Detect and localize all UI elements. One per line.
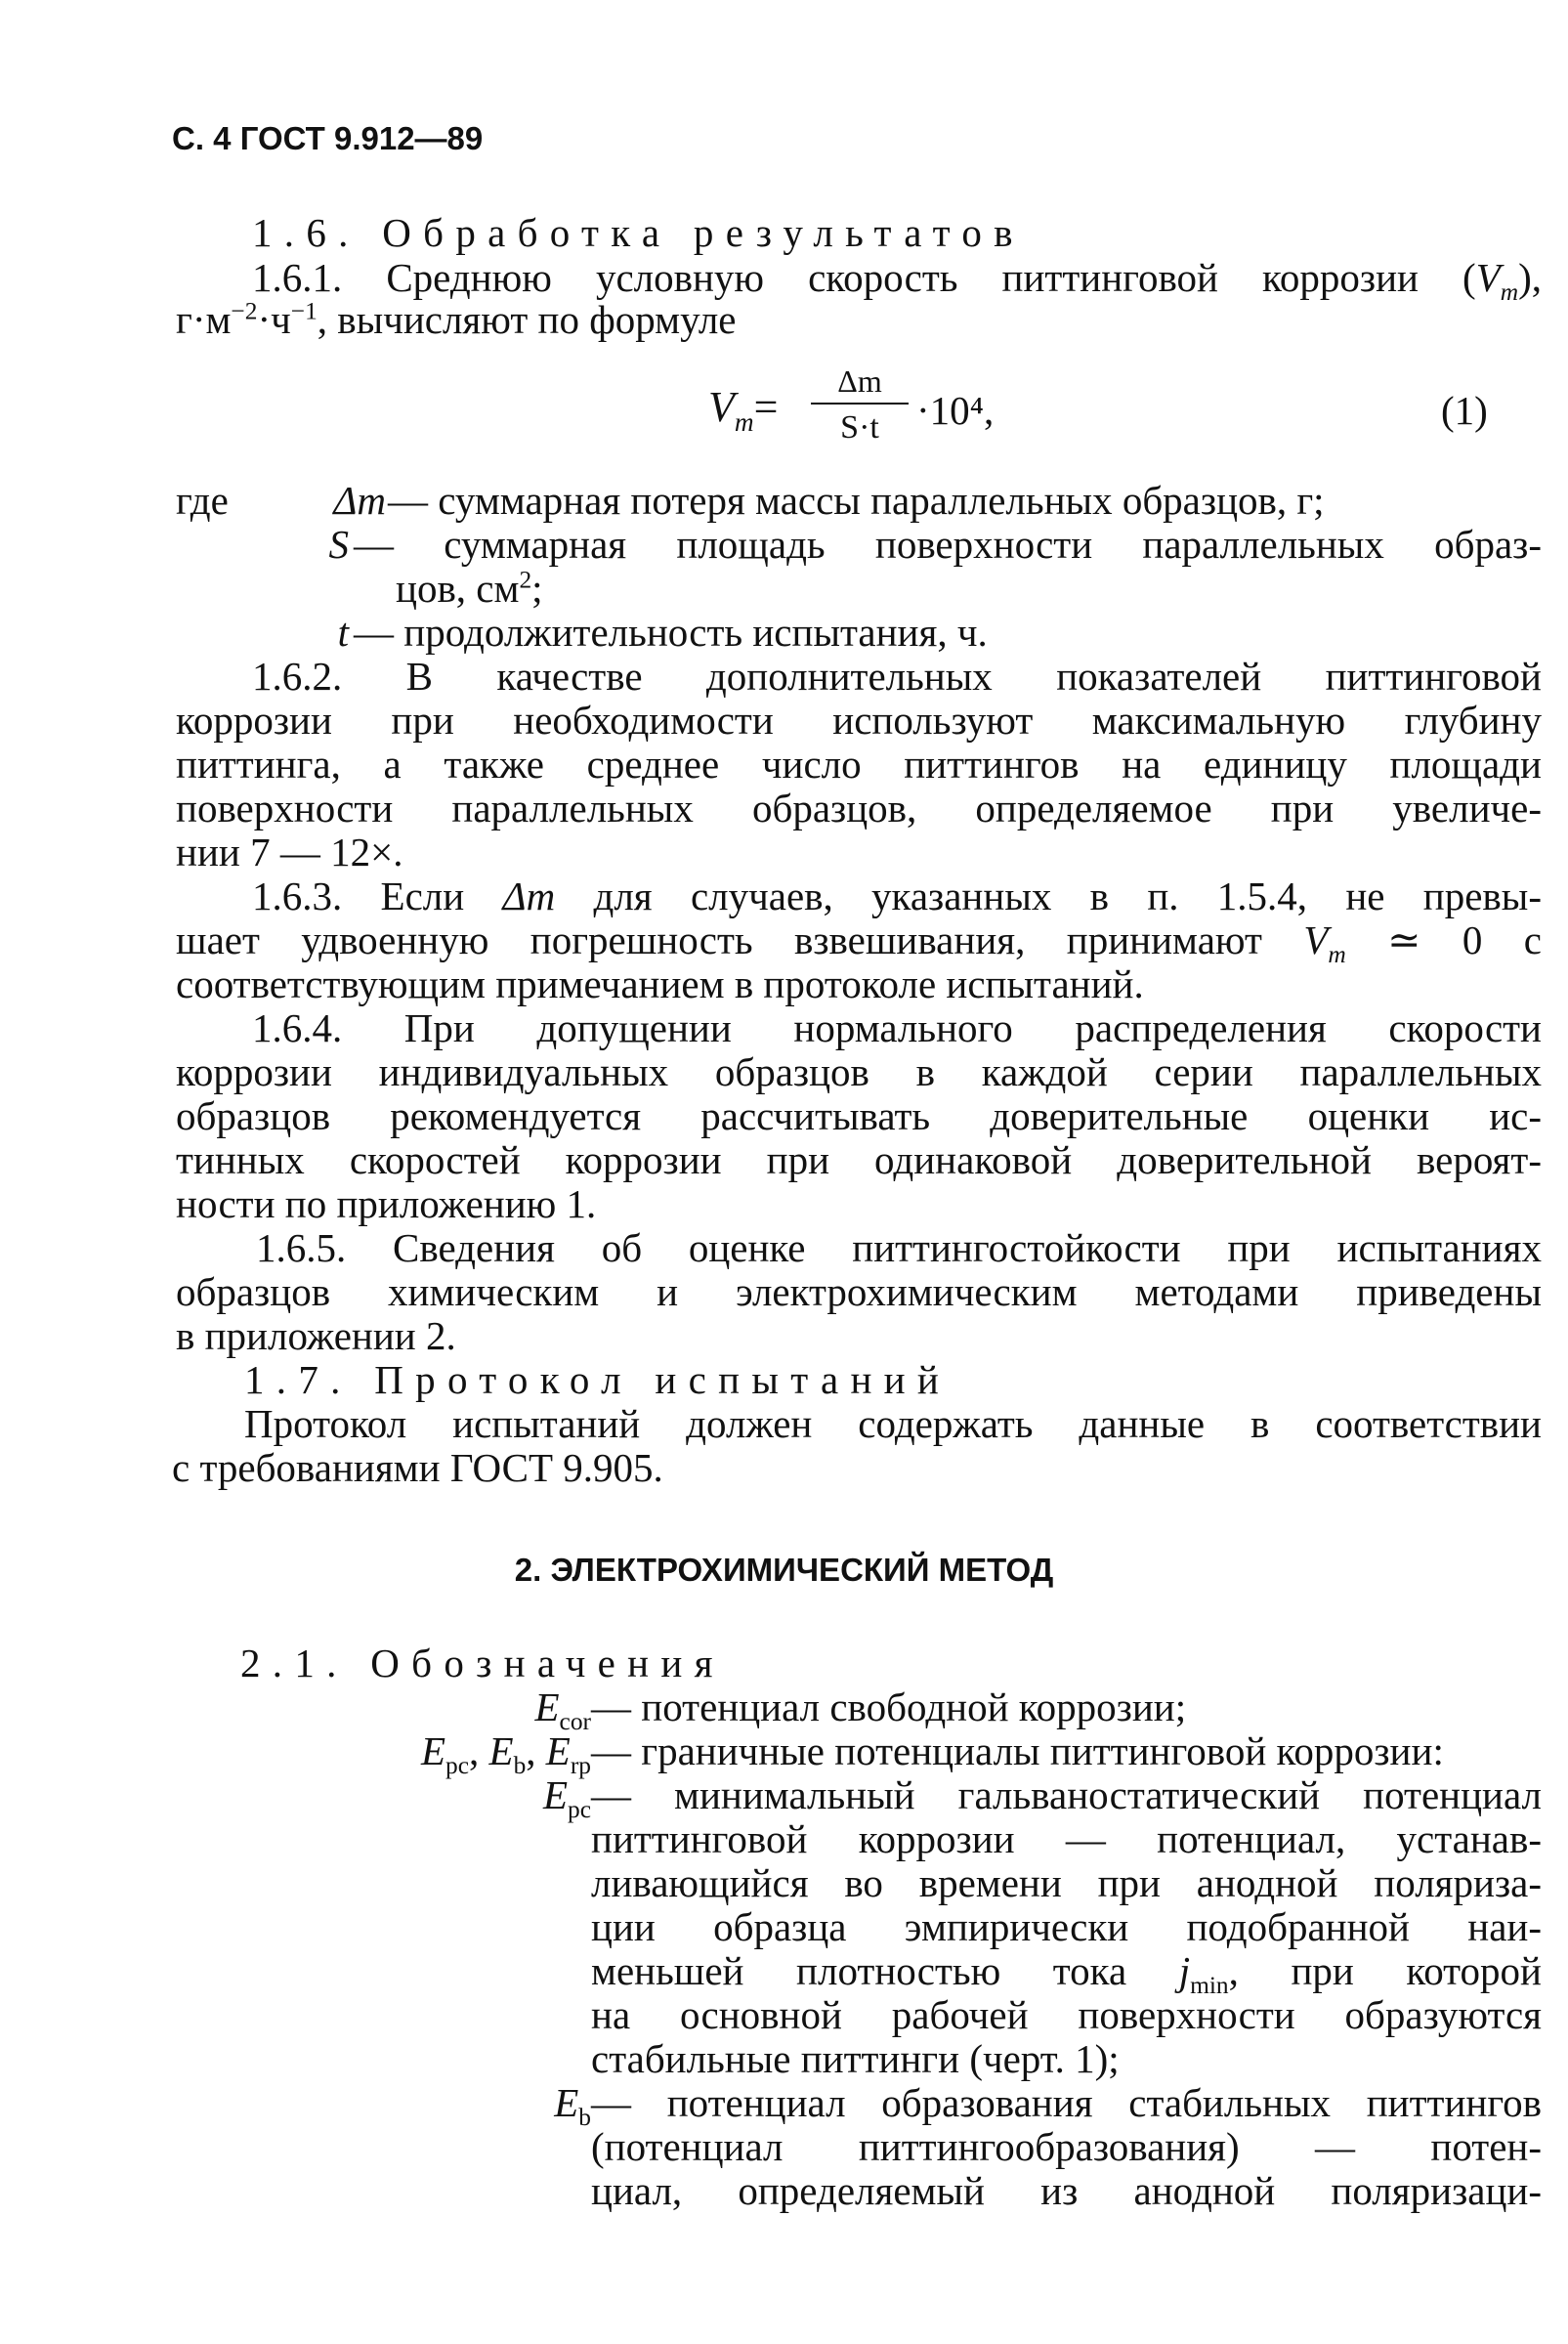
para-1-6-2-line-2: коррозии при необходимости используют максимальную глубину <box>176 698 1542 743</box>
term-s-description-1: — суммарная площадь поверхности параллельных образ- <box>354 522 1542 567</box>
boundary-potentials-description: — граничные потенциалы питтинговой коррозии: <box>591 1728 1444 1773</box>
term-dm: Δm <box>333 478 386 523</box>
para-1-7-line-2: с требованиями ГОСТ 9.905. <box>172 1445 663 1490</box>
epc-description-2: питтинговой коррозии — потенциал, устанав- <box>591 1816 1542 1861</box>
formula-fraction <box>811 363 909 446</box>
para-1-6-5-line-1: 1.6.5. Сведения об оценке питтингостойкости при испытаниях <box>256 1225 1542 1270</box>
eb-description-3: циал, определяемый из анодной поляризаци- <box>591 2168 1542 2213</box>
para-1-6-2-line-4: поверхности параллельных образцов, определяемое при увеличе- <box>176 786 1542 831</box>
eb-description-1: — потенциал образования стабильных питтингов <box>591 2080 1542 2125</box>
page-header: С. 4 ГОСТ 9.912—89 <box>172 120 484 156</box>
para-1-7-line-1: Протокол испытаний должен содержать данные в соответствии <box>244 1401 1542 1446</box>
formula-lhs: $V_m=$ <box>708 383 779 437</box>
para-1-6-2-line-1: 1.6.2. В качестве дополнительных показателей питтинговой <box>252 654 1542 699</box>
section-1-7-title: 1.7. Протокол испытаний <box>244 1357 952 1402</box>
epc-description-6: на основной рабочей поверхности образуются <box>591 1992 1542 2037</box>
epc-description-1: — минимальный гальваностатический потенциал <box>591 1772 1542 1817</box>
section-2-heading: 2. ЭЛЕКТРОХИМИЧЕСКИЙ МЕТОД <box>514 1552 1054 1588</box>
para-1-6-4-line-2: коррозии индивидуальных образцов в каждой серии параллельных <box>176 1049 1542 1094</box>
para-1-6-4-line-1: 1.6.4. При допущении нормального распределения скорости <box>252 1005 1542 1050</box>
para-1-6-3-line-3: соответствующим примечанием в протоколе испытаний. <box>176 961 1144 1006</box>
where-label: где <box>176 478 229 523</box>
symbol-eb: $E_b$ <box>554 2080 591 2132</box>
para-1-6-5-line-2: образцов химическим и электрохимическим методами приведены <box>176 1269 1542 1314</box>
epc-description-5: меньшей плотностью тока $j_{min}$, при которой <box>591 1948 1542 2000</box>
ecor-description: — потенциал свободной коррозии; <box>591 1684 1187 1729</box>
epc-description-7: стабильные питтинги (черт. 1); <box>591 2036 1120 2081</box>
symbol-epc: $E_{pc}$ <box>542 1772 591 1824</box>
term-s: S <box>328 522 349 567</box>
para-1-6-4-line-4: тинных скоростей коррозии при одинаковой доверительной вероят- <box>176 1137 1542 1182</box>
section-1-6-title: 1.6. Обработка результатов <box>252 210 1025 255</box>
term-s-description-2: цов, $см^2$; <box>396 566 543 611</box>
formula-numerator: Δm <box>811 363 909 405</box>
formula-denominator: S·t <box>840 409 879 446</box>
para-1-6-1-line-1: 1.6.1. Среднюю условную скорость питтинговой коррозии $(V_m)$, <box>252 255 1542 307</box>
para-1-6-1-line-2: $г\cdot м^{-2}\cdot ч^{-1}$, вычисляют по формуле <box>176 297 737 342</box>
epc-description-4: ции образца эмпирически подобранной наи- <box>591 1904 1542 1949</box>
para-1-6-2-line-3: питтинга, а также среднее число питтингов на единицу площади <box>176 742 1542 787</box>
para-1-6-5-line-3: в приложении 2. <box>176 1313 456 1358</box>
eb-description-2: (потенциал питтингообразования) — потен- <box>591 2124 1542 2169</box>
term-t: t <box>337 610 349 655</box>
symbol-epc-eb-erp: $E_{pc}$, $E_b$, $E_{rp}$ <box>421 1728 591 1780</box>
symbol-ecor: $E_{cor}$ <box>534 1684 591 1736</box>
para-1-6-3-line-1: 1.6.3. Если Δm для случаев, указанных в п. 1.5.4, не превы- <box>252 874 1542 918</box>
term-t-description: — продолжительность испытания, ч. <box>354 610 988 655</box>
section-2-1-title: 2.1. Обозначения <box>240 1641 725 1685</box>
formula-factor: ·10⁴, <box>916 388 995 433</box>
para-1-6-4-line-3: образцов рекомендуется рассчитывать доверительные оценки ис- <box>176 1093 1542 1138</box>
epc-description-3: ливающийся во времени при анодной поляриза- <box>591 1860 1542 1905</box>
formula-number: (1) <box>1441 388 1488 433</box>
para-1-6-2-line-5: нии 7 — 12×. <box>176 830 403 874</box>
term-dm-description: — суммарная потеря массы параллельных образцов, г; <box>388 478 1325 523</box>
para-1-6-4-line-5: ности по приложению 1. <box>176 1181 597 1226</box>
para-1-6-3-line-2: шает удвоенную погрешность взвешивания, принимают $V_m$ ≃ 0 с <box>176 917 1542 969</box>
